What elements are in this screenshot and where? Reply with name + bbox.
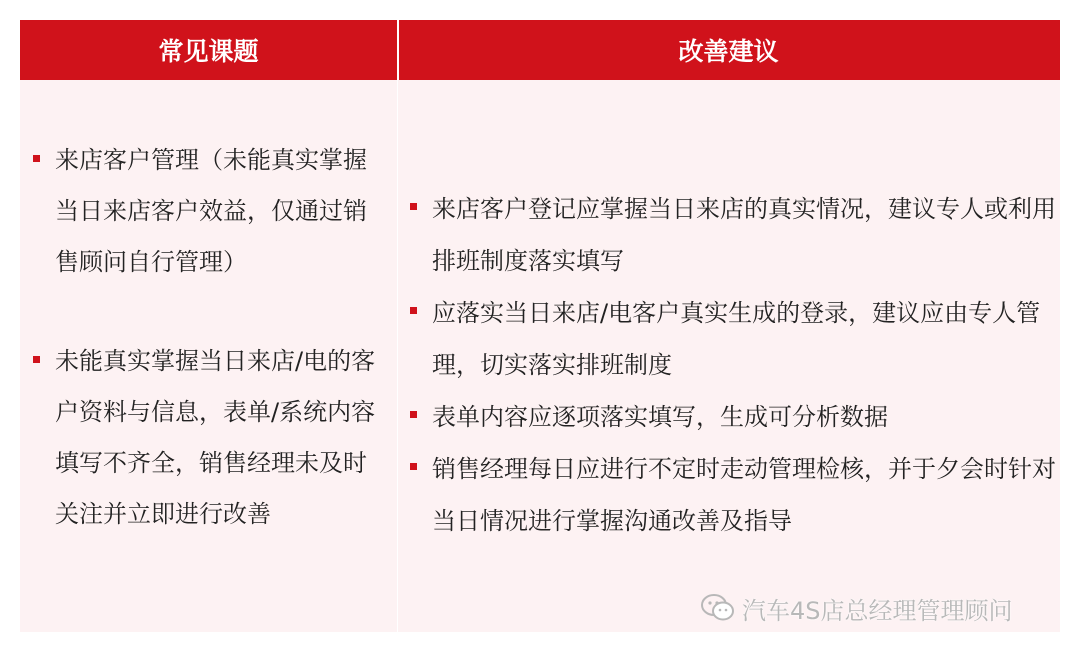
table-header [20, 20, 1060, 80]
wechat-icon [700, 593, 736, 623]
common-issues-list [33, 135, 388, 540]
list-item [33, 336, 388, 540]
column-divider [397, 20, 399, 80]
list-item-text: 表单内容应逐项落实填写，生成可分析数据 [432, 403, 888, 431]
list-item-text: 销售经理每日应进行不定时走动管理检核，并于夕会时针对当日情况进行掌握沟通改善及指导 [432, 455, 1056, 535]
list-item [33, 135, 388, 288]
wechat-watermark [700, 588, 1013, 628]
suggestion-table [20, 20, 1060, 632]
list-item [410, 443, 1060, 547]
list-item [410, 183, 1060, 287]
list-item-text: 应落实当日来店/电客户真实生成的登录，建议应由专人管理，切实落实排班制度 [432, 299, 1041, 379]
list-item-text: 来店客户管理（未能真实掌握当日来店客户效益，仅通过销售顾问自行管理） [55, 146, 367, 276]
square-bullet-icon [33, 356, 40, 363]
list-item [410, 391, 1060, 443]
square-bullet-icon [410, 463, 417, 470]
list-item-text: 未能真实掌握当日来店/电的客户资料与信息，表单/系统内容填写不齐全，销售经理未及时关注并立即进行改善 [55, 347, 376, 528]
list-item [410, 287, 1060, 391]
header-common-issues: 常见课题 [158, 37, 259, 66]
list-item-text: 来店客户登记应掌握当日来店的真实情况，建议专人或利用排班制度落实填写 [432, 195, 1056, 275]
column-divider [397, 80, 398, 632]
watermark-text: 汽车4S店总经理管理顾问 [742, 596, 1013, 625]
square-bullet-icon [410, 307, 417, 314]
improvement-suggestions-list [410, 183, 1060, 547]
header-improvement-suggestions: 改善建议 [678, 37, 779, 66]
square-bullet-icon [410, 411, 417, 418]
square-bullet-icon [33, 155, 40, 162]
square-bullet-icon [410, 203, 417, 210]
